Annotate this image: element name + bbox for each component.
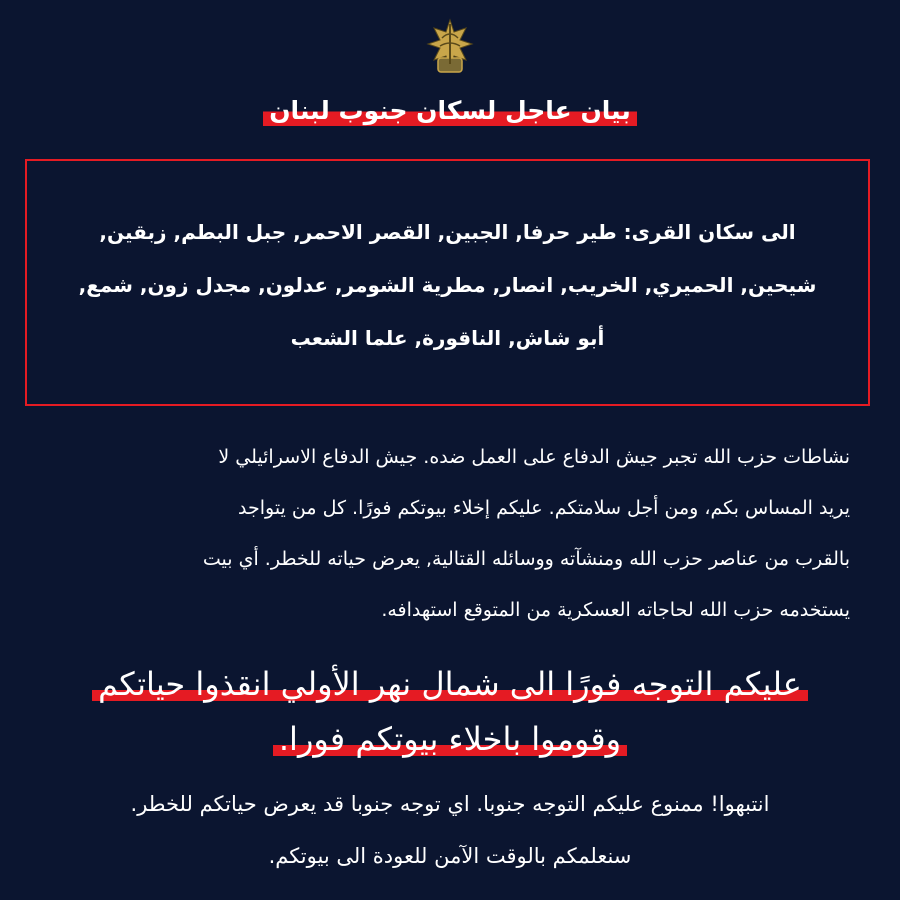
body-line: يريد المساس بكم، ومن أجل سلامتكم. عليكم إخلاء بيوتكم فورًا. كل من يتواجد <box>238 497 850 519</box>
villages-line: أبو شاش, الناقورة, علما الشعب <box>290 326 605 350</box>
warning-text <box>40 778 860 882</box>
call-line <box>30 712 870 767</box>
call-line-text: وقوموا باخلاء بيوتكم فورا. <box>273 712 627 767</box>
villages-line: شيحين, الحميري, الخريب, انصار, مطرية الشومر, عدلون, مجدل زون, شمع, <box>78 273 817 297</box>
villages-text <box>67 206 828 365</box>
body-line: يستخدمه حزب الله لحاجاته العسكرية من المتوقع استهدافه. <box>381 599 850 621</box>
villages-line: الى سكان القرى: طير حرفا, الجبين, القصر الاحمر, جبل البطم, زبقين, <box>99 220 796 244</box>
warning-line: انتبهوا! ممنوع عليكم التوجه جنوبا. اي توجه جنوبا قد يعرض حياتكم للخطر. <box>130 792 770 816</box>
page-title: بيان عاجل لسكان جنوب لبنان <box>263 96 637 126</box>
call-line-text: عليكم التوجه فورًا الى شمال نهر الأولي انقذوا حياتكم <box>92 657 808 712</box>
call-to-action <box>30 657 870 767</box>
warning-line: سنعلمكم بالوقت الآمن للعودة الى بيوتكم. <box>268 844 632 868</box>
idf-emblem-icon <box>416 18 484 78</box>
villages-box <box>25 159 870 406</box>
body-paragraph <box>50 432 850 636</box>
call-line <box>30 657 870 712</box>
body-line: بالقرب من عناصر حزب الله ومنشآته ووسائله القتالية, يعرض حياته للخطر. أي بيت <box>202 548 850 570</box>
title-wrap <box>0 96 900 126</box>
body-line: نشاطات حزب الله تجبر جيش الدفاع على العمل ضده. جيش الدفاع الاسرائيلي لا <box>218 446 850 468</box>
